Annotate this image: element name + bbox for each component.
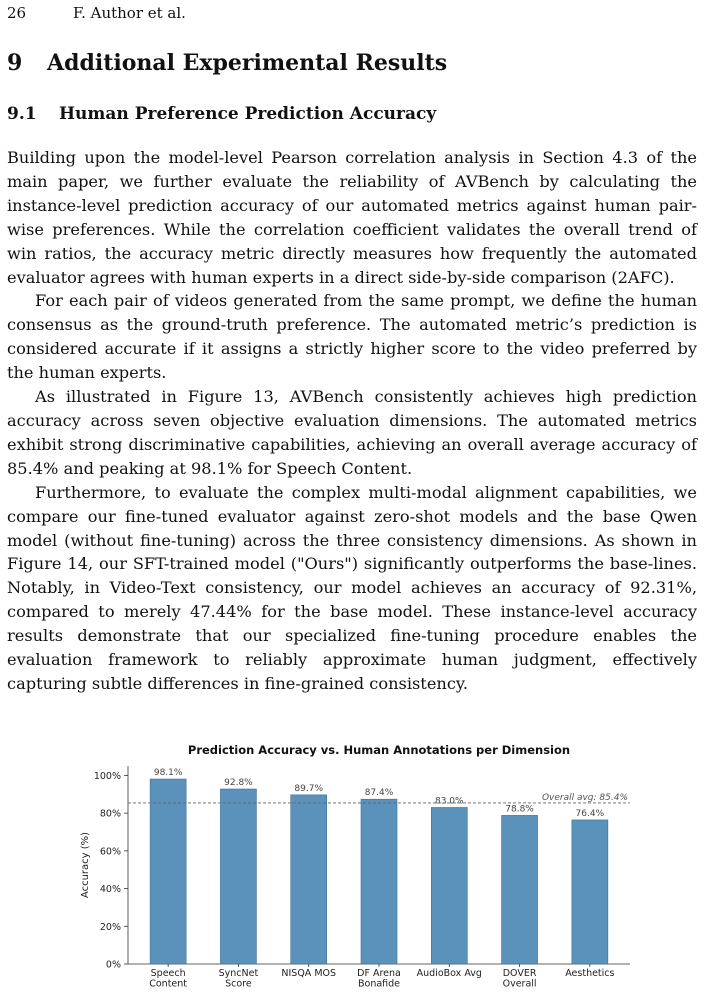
x-tick-label: SyncNet: [218, 968, 259, 979]
bar-value-label: 89.7%: [294, 783, 324, 794]
bar-value-label: 87.4%: [364, 788, 394, 799]
y-tick-label: 20%: [99, 921, 121, 933]
y-tick-label: 100%: [93, 770, 121, 782]
bar-value-label: 98.1%: [153, 768, 183, 779]
x-tick-label: DOVER: [502, 968, 537, 979]
bar: [572, 820, 608, 964]
x-tick-label: NISQA MOS: [281, 968, 337, 979]
y-tick-label: 0%: [105, 959, 121, 971]
paragraph: As illustrated in Figure 13, AVBench consistently achieves high prediction accuracy across seven objective evaluation dimensions. The automated metrics exhibit strong discriminative capabilities, achieving an overall average accuracy of 85.4% and peaking at 98.1% for Speech Content.: [7, 387, 697, 478]
bar: [361, 799, 397, 964]
x-tick-label: Bonafide: [357, 978, 401, 990]
bar-value-label: 92.8%: [224, 778, 253, 789]
x-tick-label: Overall: [502, 978, 537, 990]
bar: [431, 807, 467, 964]
subsection-heading: [7, 104, 436, 124]
subsection-title: Human Preference Prediction Accuracy: [59, 104, 437, 124]
bar-value-label: 78.8%: [505, 804, 534, 815]
bar-value-label: 76.4%: [575, 808, 605, 819]
paragraph: For each pair of videos generated from the same prompt, we define the human consensus as the ground-truth preference. The automated metric’s prediction is considered accurate if it assigns a strictly higher score to the video preferred by the human experts.: [7, 291, 697, 383]
paragraph: Furthermore, to evaluate the complex multi-modal alignment capabilities, we compare our fine-tuned evaluator against zero-shot models and the base Qwen model (without fine-tuning) across the three consistency dimensions. As shown in Figure 14, our SFT-trained model ("Ours") significantly outperforms the base-lines. Notably, in Video-Text consistency, our model achieves an accuracy of 92.31%, compared to merely 47.44% for the base model. These instance-level accuracy results demonstrate that our specialized fine-tuning procedure enables the evaluation framework to reliably approximate human judgment, effectively capturing subtle differences in fine-grained consistency.: [7, 482, 697, 693]
chart-title: Prediction Accuracy vs. Human Annotations per Dimension: [187, 743, 571, 757]
page-number: 26: [7, 4, 27, 22]
y-axis-label: Accuracy (%): [80, 831, 91, 899]
section-heading: [7, 50, 447, 76]
paragraph: Building upon the model-level Pearson correlation analysis in Section 4.3 of the main paper, we further evaluate the reliability of AVBench by calculating the instance-level prediction accuracy of our automated metrics against human pair-wise preferences. While the correlation coefficient validates the overall trend of win ratios, the accuracy metric directly measures how frequently the automated evaluator agrees with human experts in a direct side-by-side comparison (2AFC).: [7, 148, 697, 287]
average-reference-label: Overall avg: 85.4%: [541, 792, 628, 803]
subsection-number: 9.1: [7, 104, 37, 124]
x-tick-label: Speech: [150, 968, 186, 979]
x-tick-label: AudioBox Avg: [416, 968, 482, 979]
section-title: Additional Experimental Results: [47, 50, 448, 76]
y-tick-label: 60%: [99, 846, 121, 858]
y-tick-label: 80%: [99, 808, 121, 820]
y-tick-label: 40%: [99, 884, 121, 896]
bar: [291, 795, 327, 964]
body-text: [7, 146, 697, 696]
bar: [502, 815, 538, 964]
x-tick-label: Score: [225, 978, 252, 990]
x-tick-label: Content: [149, 978, 188, 990]
bar: [220, 789, 256, 964]
accuracy-bar-chart: [0, 740, 705, 994]
x-tick-label: Aesthetics: [565, 968, 615, 979]
bar-value-label: 83.0%: [434, 796, 464, 807]
author-line: F. Author et al.: [73, 4, 186, 22]
x-tick-label: DF Arena: [357, 968, 401, 979]
bar: [150, 779, 186, 964]
running-header: [7, 4, 186, 22]
section-number: 9: [7, 50, 23, 76]
